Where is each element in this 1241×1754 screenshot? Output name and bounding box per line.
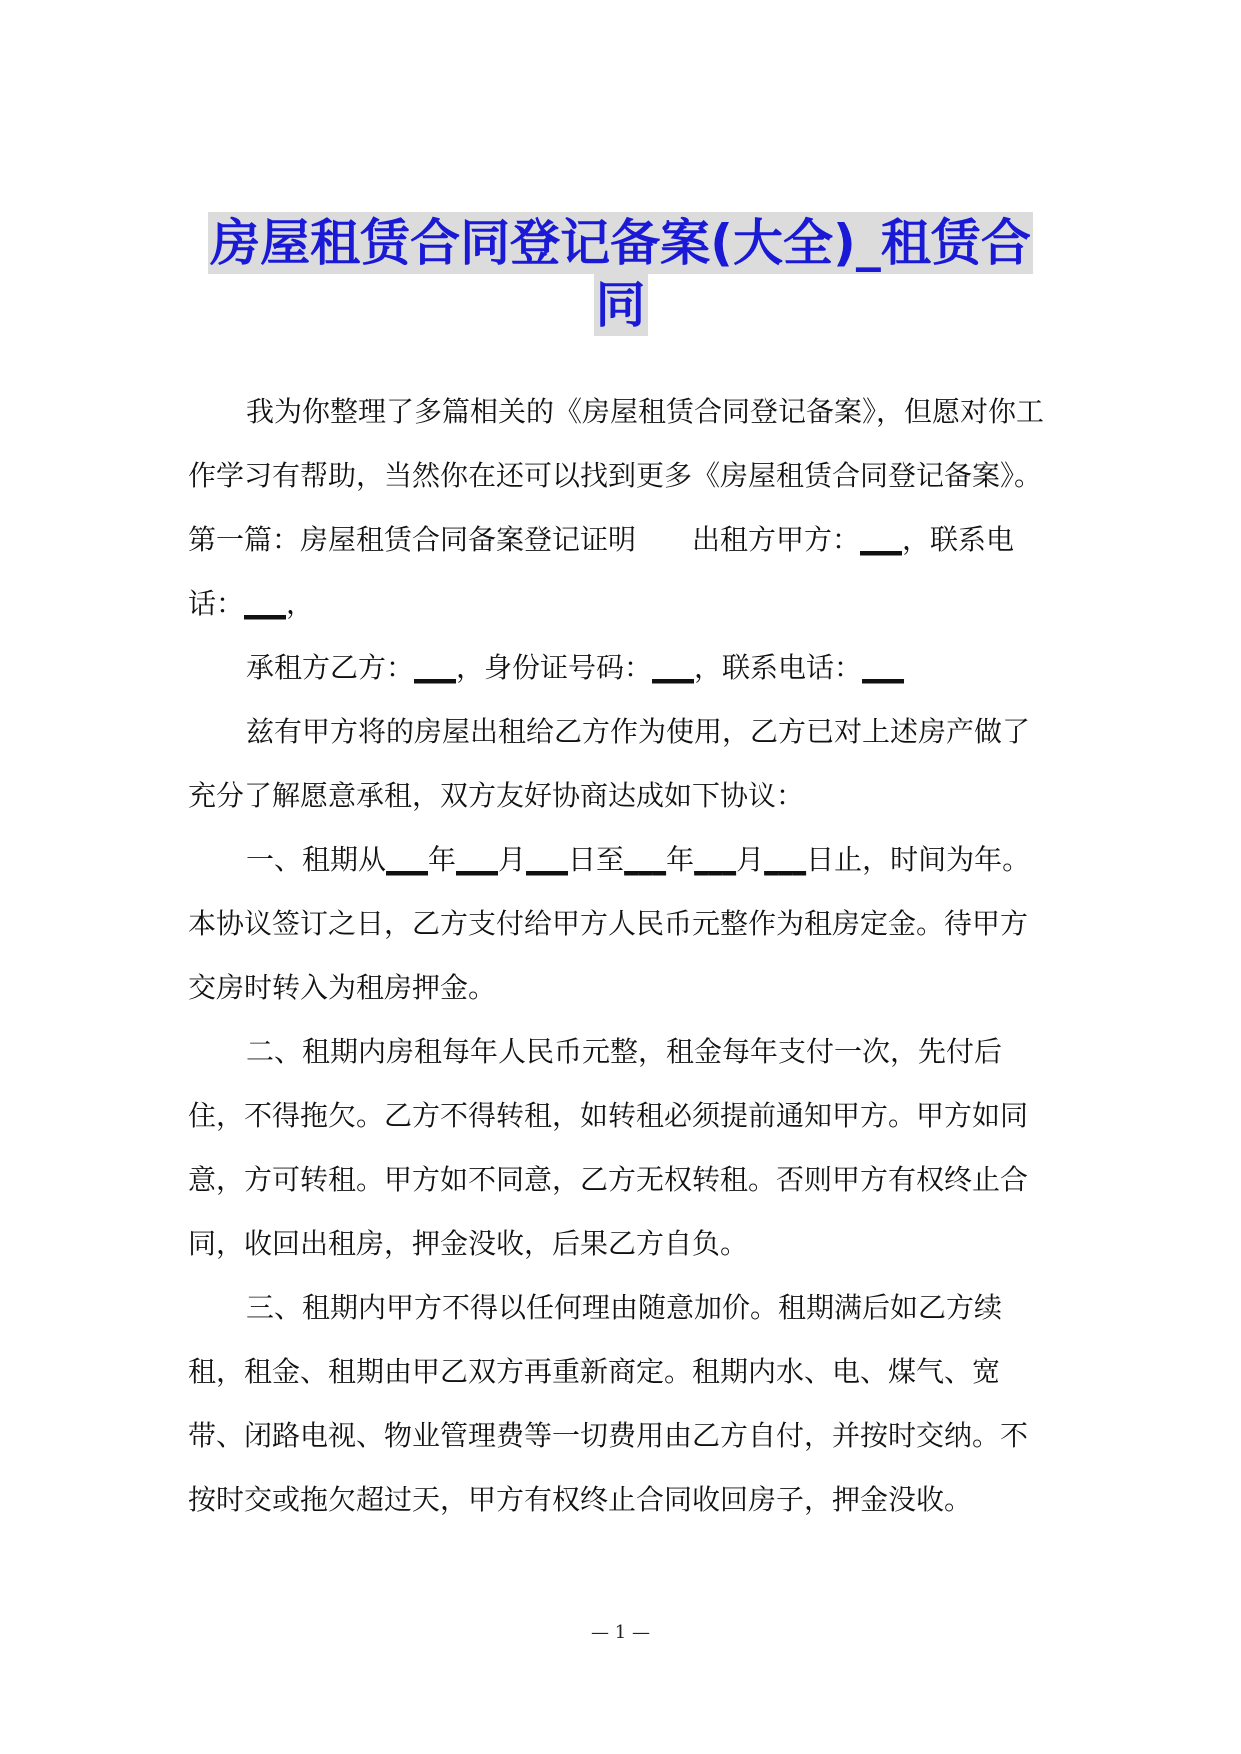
paragraph-clause-2: 二、租期内房租每年人民币元整，租金每年支付一次，先付后住，不得拖欠。乙方不得转租，如转租必须提前通知甲方。甲方如同意，方可转租。甲方如不同意，乙方无权转租。否则甲方有权终止合同，收回出租房，押金没收，后果乙方自负。 — [188, 1035, 1029, 1260]
text-segment: ，联系电话： — [694, 651, 863, 684]
blank-field: ___ — [694, 843, 737, 876]
blank-field: ___ — [862, 651, 905, 684]
text-segment: 年 — [666, 843, 695, 876]
text-segment: 年 — [428, 843, 457, 876]
title-line-2: 同 — [595, 276, 646, 334]
text-segment: 月 — [736, 843, 765, 876]
text-segment: 月 — [498, 843, 527, 876]
document-title — [0, 212, 1241, 336]
title-line-1: 房屋租赁合同登记备案(大全)_租赁合 — [210, 214, 1031, 272]
blank-field: ___ — [386, 843, 429, 876]
blank-field: ___ — [244, 587, 287, 620]
text-segment: 一、租期从 — [246, 843, 387, 876]
text-segment: ，联系电话： — [188, 523, 1015, 620]
paragraph-lessor — [188, 508, 1054, 636]
text-segment: 第一篇：房屋租赁合同备案登记证明 出租方甲方： — [188, 523, 861, 556]
blank-field: ___ — [652, 651, 695, 684]
page-number: — 1 — — [591, 1622, 650, 1643]
text-segment: ，身份证号码： — [456, 651, 653, 684]
paragraph-intro: 我为你整理了多篇相关的《房屋租赁合同登记备案》，但愿对你工作学习有帮助，当然你在还可以找到更多《房屋租赁合同登记备案》。 — [188, 395, 1045, 492]
blank-field: ___ — [764, 843, 807, 876]
paragraph-lessee — [188, 636, 1054, 700]
paragraph-agreement: 兹有甲方将的房屋出租给乙方作为使用，乙方已对上述房产做了充分了解愿意承租，双方友好协商达成如下协议： — [188, 715, 1031, 812]
blank-field: ___ — [624, 843, 667, 876]
text-segment: ， — [286, 587, 315, 620]
text-segment: 日止，时间为年。本协议签订之日，乙方支付给甲方人民币元整作为租房定金。待甲方交房时转入为租房押金。 — [188, 843, 1031, 1004]
blank-field: ___ — [414, 651, 457, 684]
blank-field: ___ — [526, 843, 569, 876]
text-segment: 日至 — [568, 843, 625, 876]
blank-field: ___ — [860, 523, 903, 556]
paragraph-clause-1 — [188, 828, 1054, 1020]
paragraph-clause-3: 三、租期内甲方不得以任何理由随意加价。租期满后如乙方续租，租金、租期由甲乙双方再重新商定。租期内水、电、煤气、宽带、闭路电视、物业管理费等一切费用由乙方自付，并按时交纳。不按时交或拖欠超过天，甲方有权终止合同收回房子，押金没收。 — [188, 1291, 1029, 1516]
text-segment: 承租方乙方： — [246, 651, 415, 684]
blank-field: ___ — [456, 843, 499, 876]
document-body — [188, 380, 1054, 1532]
